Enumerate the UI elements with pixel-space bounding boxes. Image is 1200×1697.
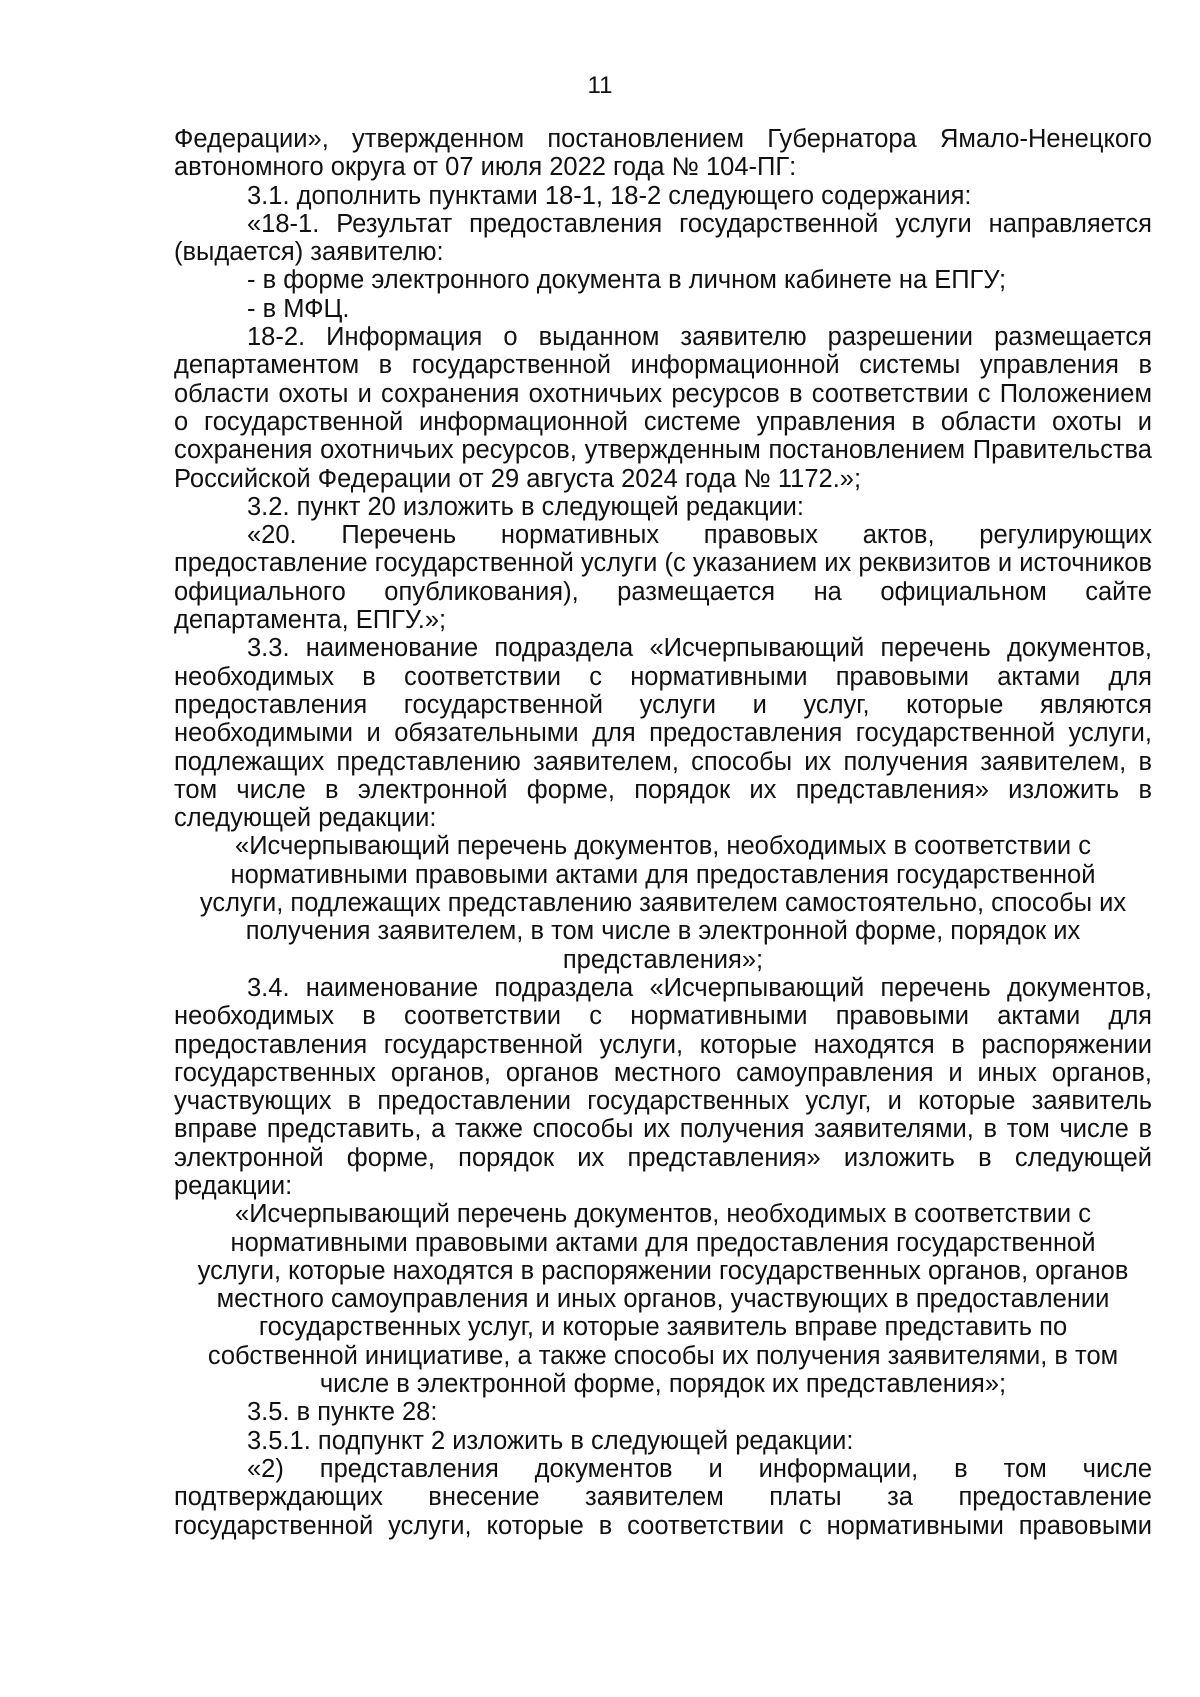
paragraph-item-3-2: 3.2. пункт 20 изложить в следующей редакции:	[247, 492, 805, 521]
paragraph-item-3-3: 3.3. наименование подраздела «Исчерпывающий перечень документов, необходимых в соответствии с нормативными правовыми актами для предоставления государственной услуги и услуг, которые являются необходимыми и обязательными для предоставления государственной услуги, подлежащих представлению заявителем, способы их получения заявителем, в том числе в электронной форме, порядок их представления» изложить в следующей редакции:	[174, 634, 1152, 833]
subsection-heading-3-4: «Исчерпывающий перечень документов, необходимых в соответствии с нормативными правовыми актами для предоставления государственной услуги, которые находятся в распоряжении государственных органов, органов местного самоуправления и иных органов, участвующих в предоставлении государственных услуг, и которые заявитель вправе представить по собственной инициативе, а также способы их получения заявителями, в том числе в электронной форме, порядок их представления»;	[197, 1200, 1129, 1399]
paragraph-list-item-epgu: - в форме электронного документа в личном кабинете на ЕПГУ;	[247, 266, 1007, 295]
paragraph-item-18-2: 18-2. Информация о выданном заявителю разрешении размещается департаментом в государственной информационной системы управления в области охоты и сохранения охотничьих ресурсов в соответствии с Положением о государственной информационной системе управления в области охоты и сохранения охотничьих ресурсов, утвержденным постановлением Правительства Российской Федерации от 29 августа 2024 года № 1172.»;	[174, 323, 1152, 493]
paragraph-list-item-mfc: - в МФЦ.	[247, 294, 350, 323]
paragraph-continuation: Федерации», утвержденном постановлением Губернатора Ямало-Ненецкого автономного округа от 07 июля 2022 года № 104-ПГ:	[174, 125, 1152, 182]
paragraph-item-3-1: 3.1. дополнить пунктами 18-1, 18-2 следующего содержания:	[247, 181, 972, 210]
paragraph-item-3-5: 3.5. в пункте 28:	[247, 1398, 438, 1427]
page-number: 11	[587, 72, 613, 99]
document-body	[174, 125, 1152, 1540]
paragraph-item-3-5-1: 3.5.1. подпункт 2 изложить в следующей редакции:	[247, 1426, 854, 1455]
paragraph-item-3-4: 3.4. наименование подраздела «Исчерпывающий перечень документов, необходимых в соответствии с нормативными правовыми актами для предоставления государственной услуги, которые находятся в распоряжении государственных органов, органов местного самоуправления и иных органов, участвующих в предоставлении государственных услуг, и которые заявитель вправе представить, а также способы их получения заявителями, в том числе в электронной форме, порядок их представления» изложить в следующей редакции:	[174, 973, 1152, 1200]
paragraph-item-18-1: «18-1. Результат предоставления государственной услуги направляется (выдается) заявителю:	[174, 209, 1152, 267]
paragraph-subitem-2: «2) представления документов и информации, в том числе подтверждающих внесение заявителем платы за предоставление государственной услуги, которые в соответствии с нормативными правовыми	[174, 1454, 1152, 1540]
subsection-heading-3-3: «Исчерпывающий перечень документов, необходимых в соответствии с нормативными правовыми актами для предоставления государственной услуги, подлежащих представлению заявителем самостоятельно, способы их получения заявителем, в том числе в электронной форме, порядок их представления»;	[199, 832, 1127, 974]
paragraph-item-20: «20. Перечень нормативных правовых актов, регулирующих предоставление государственной услуги (с указанием их реквизитов и источников официального опубликования), размещается на официальном сайте департамента, ЕПГУ.»;	[174, 521, 1152, 635]
